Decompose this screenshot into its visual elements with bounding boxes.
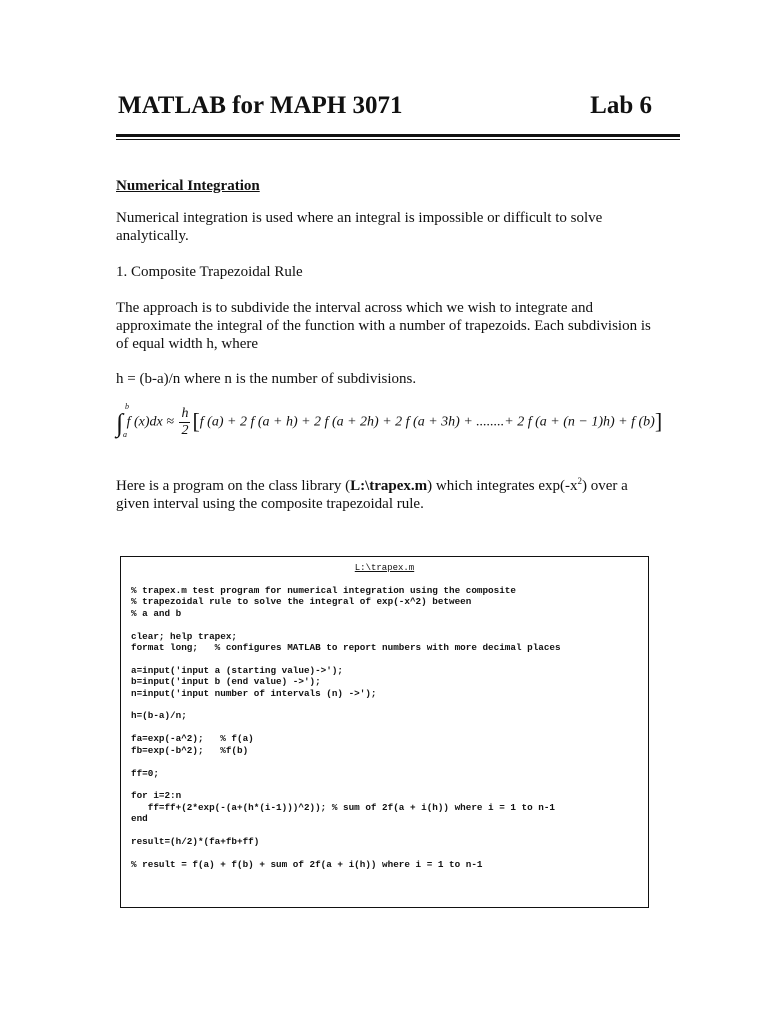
code-listing <box>131 585 561 870</box>
file-reference: L:\trapex.m <box>350 478 428 494</box>
step-size-definition: h = (b-a)/n where n is the number of subdivisions. <box>116 371 417 387</box>
code-line: ff=ff+(2*exp(-(a+(h*(i-1)))^2)); % sum of 2f(a + i(h)) where i = 1 to n-1 <box>131 801 556 813</box>
fraction-numerator: h <box>181 406 189 421</box>
approach-paragraph: The approach is to subdivide the interval across which we wish to integrate and approximate the integral of the function with a number of trapezoids. Each subdivision is of equal width h, where <box>116 300 651 352</box>
code-line: h=(b-a)/n; <box>131 710 187 722</box>
code-line: % result = f(a) + f(b) + sum of 2f(a + i(h)) where i = 1 to n-1 <box>131 858 483 870</box>
left-bracket: [ <box>192 408 200 434</box>
code-line: result=(h/2)*(fa+fb+ff) <box>131 835 260 847</box>
right-bracket: ] <box>654 408 663 434</box>
code-line: a=input('input a (starting value)->'); <box>131 664 344 676</box>
lab-number: Lab 6 <box>590 92 652 119</box>
fraction-denominator: 2 <box>181 423 189 438</box>
code-line: for i=2:n <box>131 790 182 802</box>
page-title: MATLAB for MAPH 3071 <box>118 92 403 119</box>
code-line: % trapex.m test program for numerical integration using the composite <box>131 585 516 596</box>
formula-rhs: f (a) + 2 f (a + h) + 2 f (a + 2h) + 2 f (a + 3h) + ........+ 2 f (a + (n − 1)h) + f (b) <box>199 414 655 430</box>
exponent: 2 <box>577 476 583 486</box>
code-line: b=input('input b (end value) ->'); <box>131 676 321 688</box>
list-item-composite-trapezoidal: 1. Composite Trapezoidal Rule <box>116 264 303 280</box>
code-line: end <box>131 813 148 825</box>
code-line: ff=0; <box>131 767 159 779</box>
code-listing-box <box>120 556 649 908</box>
intro-paragraph: Numerical integration is used where an integral is impossible or difficult to solve analytically. <box>116 210 603 244</box>
header-divider-thin <box>116 139 680 140</box>
lower-limit: a <box>123 430 127 439</box>
section-heading: Numerical Integration <box>116 178 260 194</box>
code-line: fb=exp(-b^2); %f(b) <box>131 744 249 756</box>
program-text-3: ) over a given interval using the composite trapezoidal rule. <box>116 478 628 512</box>
program-text-2: ) which integrates exp(-x <box>427 478 578 494</box>
trapezoidal-formula <box>116 402 663 439</box>
h-over-2-fraction <box>179 406 190 439</box>
code-line: n=input('input number of intervals (n) ->'); <box>131 687 377 699</box>
code-listing-title: L:\trapex.m <box>354 563 415 573</box>
code-line: fa=exp(-a^2); % f(a) <box>131 733 254 745</box>
code-line: % trapezoidal rule to solve the integral of exp(-x^2) between <box>131 596 472 608</box>
code-line: clear; help trapex; <box>131 630 238 642</box>
integral-sign: ∫ <box>116 408 124 438</box>
code-line: format long; % configures MATLAB to report numbers with more decimal places <box>131 642 561 654</box>
program-text-1: Here is a program on the class library ( <box>116 478 351 494</box>
formula-lhs: f (x)dx ≈ <box>126 414 174 430</box>
upper-limit: b <box>125 402 129 411</box>
program-paragraph <box>116 472 661 513</box>
header-divider <box>116 134 680 137</box>
code-line: % a and b <box>131 607 182 619</box>
